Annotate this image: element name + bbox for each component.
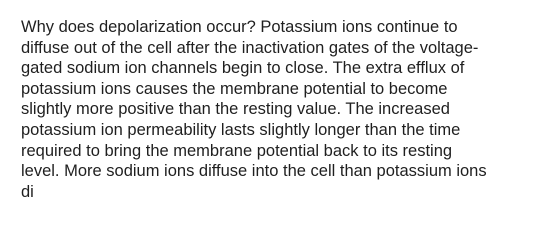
text-line: potassium ions causes the membrane potential to become xyxy=(21,79,448,98)
text-line: diffuse out of the cell after the inactivation gates of the voltage- xyxy=(21,38,479,57)
text-line: di xyxy=(21,182,34,201)
text-line: required to bring the membrane potential back to its resting xyxy=(21,141,453,160)
text-line: Why does depolarization occur? Potassium ions continue to xyxy=(21,18,458,36)
text-line: potassium ion permeability lasts slightly longer than the time xyxy=(21,120,461,139)
question-text xyxy=(21,17,543,202)
text-line: slightly more positive than the resting value. The increased xyxy=(21,100,450,119)
text-line: level. More sodium ions diffuse into the cell than potassium ions xyxy=(21,162,487,181)
text-line: gated sodium ion channels begin to close. The extra efflux of xyxy=(21,59,465,78)
